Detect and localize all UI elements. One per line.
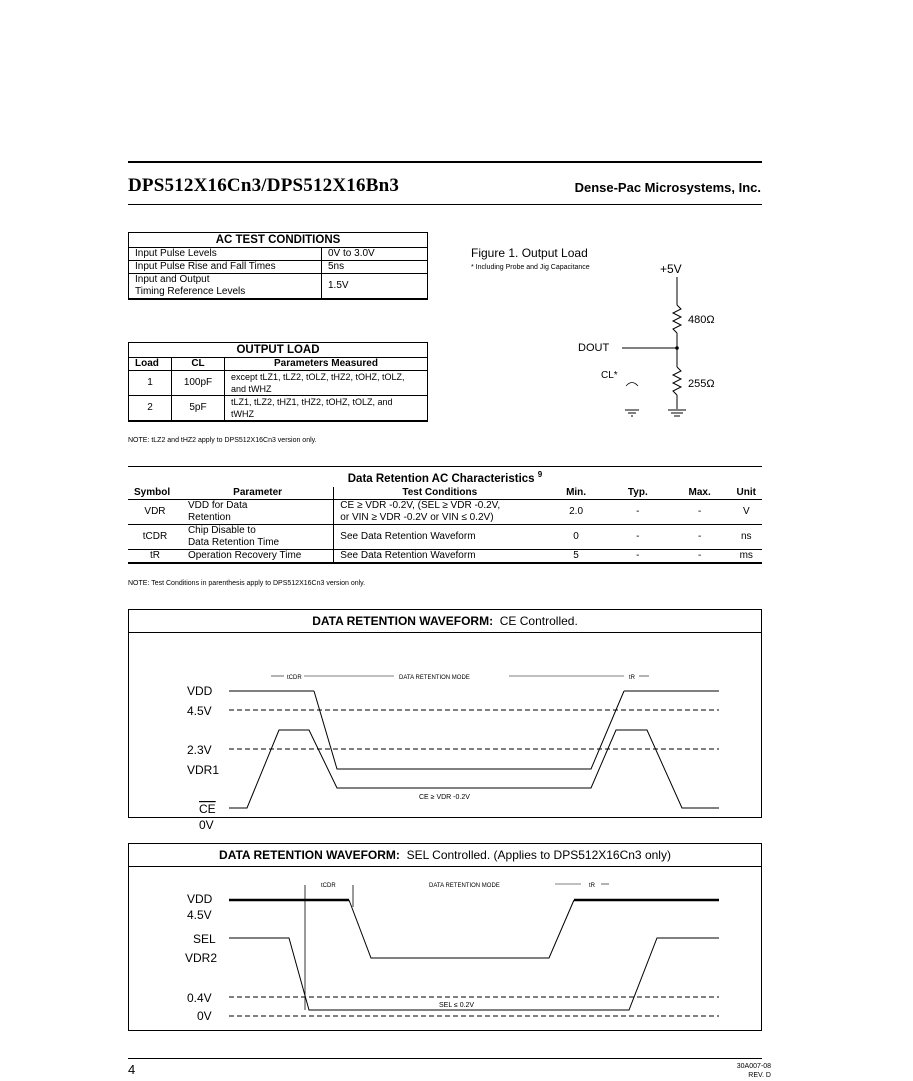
ac-test-conditions-table (128, 232, 428, 300)
wf1-tr: tR (629, 675, 635, 681)
col-unit: Unit (736, 486, 756, 498)
table-row (129, 396, 427, 421)
dr-unit: V (742, 505, 750, 517)
dr-max: - (697, 530, 702, 542)
dr-param-line1: Chip Disable to (187, 524, 256, 536)
load-params-line1: except tLZ1, tLZ2, tOLZ, tHZ2, tOHZ, tOLZ, (231, 372, 405, 382)
dr-unit: ns (740, 530, 752, 542)
load-cl: 100pF (172, 371, 225, 396)
col-typ: Typ. (627, 486, 648, 498)
wf1-mode: DATA RETENTION MODE (399, 675, 470, 681)
data-retention-note: NOTE: Test Conditions in parenthesis apply to DPS512X16Cn3 version only. (128, 580, 366, 587)
waveform-ce-title-bold: DATA RETENTION WAVEFORM: (312, 614, 494, 628)
r1-label: 480Ω (688, 314, 715, 326)
dr-cond: See Data Retention Waveform (334, 549, 545, 562)
output-load-circuit (560, 255, 760, 430)
dr-caption-sup: 9 (537, 470, 543, 479)
header-rule-bottom (128, 204, 762, 205)
waveform-sel-box (128, 843, 762, 1031)
col-load: Load (129, 358, 172, 371)
dr-cond (334, 499, 545, 524)
dr-param-line1: VDD for Data (187, 499, 248, 511)
table-header-row (128, 487, 762, 500)
wf2-label-04: 0.4V (187, 991, 212, 1005)
dr-caption (128, 467, 762, 487)
waveform-ce-title (129, 610, 761, 633)
ac-param (129, 274, 322, 299)
table-row (129, 274, 427, 299)
wf2-tr: tR (589, 883, 595, 889)
load-num: 1 (129, 371, 172, 396)
wf1-label-23: 2.3V (187, 743, 212, 757)
dr-param: Operation Recovery Time (187, 549, 302, 561)
table-row (129, 261, 427, 274)
wf2-label-0v: 0V (197, 1009, 212, 1023)
ac-value: 5ns (328, 261, 345, 272)
wf1-label-ce: CE (199, 802, 216, 816)
col-cl: CL (172, 358, 225, 371)
output-load-note: NOTE: tLZ2 and tHZ2 apply to DPS512X16Cn3 version only. (128, 437, 317, 444)
resistor-480-icon (673, 305, 681, 333)
load-params-line2: tWHZ (231, 409, 254, 419)
vcc-label: +5V (660, 262, 682, 276)
ac-param-line1: Input and Output (135, 274, 210, 285)
col-min: Min. (566, 486, 587, 498)
figure1-title: Figure 1. Output Load (471, 246, 588, 260)
dr-cond-line1: CE ≥ VDR -0.2V, (SEL ≥ VDR -0.2V, (340, 499, 501, 511)
figure1-subtitle: * Including Probe and Jig Capacitance (471, 264, 590, 271)
ac-param: Input Pulse Rise and Fall Times (129, 261, 322, 274)
cl-label: CL* (601, 370, 618, 381)
wf1-cond: CE ≥ VDR -0.2V (419, 794, 470, 801)
load-params (225, 396, 428, 421)
dr-param (182, 524, 334, 549)
waveform-ce-diagram (129, 633, 761, 832)
dout-label: DOUT (578, 342, 610, 354)
waveform-sel-title (129, 844, 761, 867)
wf1-label-45: 4.5V (187, 704, 212, 718)
dr-max: - (697, 549, 702, 561)
waveform-sel-diagram (129, 867, 761, 1030)
table-row (129, 248, 427, 261)
wf2-tcdr: tCDR (321, 883, 336, 889)
col-conditions: Test Conditions (334, 487, 545, 500)
wf2-label-45: 4.5V (187, 908, 212, 922)
resistor-255-icon (673, 367, 681, 395)
load-params-line2: and tWHZ (231, 384, 272, 394)
ac-param: Input Pulse Levels (129, 248, 322, 261)
waveform-ce-title-rest: CE Controlled. (499, 614, 578, 628)
wf1-label-vdr1: VDR1 (187, 763, 220, 777)
dr-symbol: VDR (144, 505, 166, 517)
dr-param-line2: Retention (187, 511, 231, 523)
wf2-label-vdr2: VDR2 (185, 951, 218, 965)
waveform-sel-title-rest: SEL Controlled. (Applies to DPS512X16Cn3 only) (406, 848, 671, 862)
col-symbol: Symbol (134, 486, 171, 498)
dr-typ: - (636, 530, 640, 542)
ac-test-caption: AC TEST CONDITIONS (129, 233, 427, 248)
company-name: Dense-Pac Microsystems, Inc. (574, 180, 761, 195)
dr-caption-text: Data Retention AC Characteristics (347, 472, 535, 485)
table-row (128, 549, 762, 562)
load-num: 2 (129, 396, 172, 421)
col-max: Max. (688, 486, 711, 498)
dr-min: 5 (573, 549, 579, 561)
dr-param (182, 499, 334, 524)
dr-min: 0 (573, 530, 579, 542)
col-parameter: Parameter (233, 486, 283, 498)
wf2-mode: DATA RETENTION MODE (429, 883, 500, 889)
doc-number: 30A007-08 (736, 1063, 771, 1070)
table-row (129, 371, 427, 396)
dr-min: 2.0 (569, 505, 584, 517)
ac-value: 0V to 3.0V (328, 248, 375, 259)
load-cl: 5pF (172, 396, 225, 421)
table-row (128, 499, 762, 524)
load-params-line1: tLZ1, tLZ2, tHZ1, tHZ2, tOHZ, tOLZ, and (231, 397, 393, 407)
wf2-label-vdd: VDD (187, 892, 213, 906)
waveform-ce-box (128, 609, 762, 832)
wf1-tcdr: tCDR (287, 675, 302, 681)
revision: REV. D (748, 1072, 771, 1079)
dr-param-line2: Data Retention Time (187, 536, 280, 548)
dr-symbol: tCDR (142, 530, 168, 542)
table-header-row (129, 358, 427, 371)
dr-unit: ms (739, 549, 753, 561)
wf1-label-0v: 0V (199, 818, 214, 832)
wf2-label-sel: SEL (193, 932, 216, 946)
table-row (128, 524, 762, 549)
load-params (225, 371, 428, 396)
ac-value: 1.5V (328, 280, 349, 291)
waveform-sel-title-bold: DATA RETENTION WAVEFORM: (219, 848, 400, 862)
wf2-cond: SEL ≤ 0.2V (439, 1002, 475, 1009)
document-title: DPS512X16Cn3/DPS512X16Bn3 (128, 175, 400, 196)
capacitor-icon (626, 383, 638, 387)
footer-rule (128, 1058, 762, 1059)
header-rule-top (128, 161, 762, 163)
output-load-table (128, 342, 428, 422)
output-load-caption: OUTPUT LOAD (129, 343, 427, 358)
dr-cond: See Data Retention Waveform (334, 524, 545, 549)
dr-typ: - (636, 549, 640, 561)
dr-max: - (697, 505, 702, 517)
r2-label: 255Ω (688, 378, 715, 390)
dr-cond-line2: or VIN ≥ VDR -0.2V or VIN ≤ 0.2V) (340, 511, 494, 523)
dr-typ: - (636, 505, 640, 517)
data-retention-table (128, 466, 762, 564)
col-params: Parameters Measured (274, 358, 378, 369)
dr-symbol: tR (149, 549, 160, 561)
wf1-label-vdd: VDD (187, 684, 213, 698)
ac-param-line2: Timing Reference Levels (135, 286, 246, 297)
page-number: 4 (128, 1062, 136, 1077)
